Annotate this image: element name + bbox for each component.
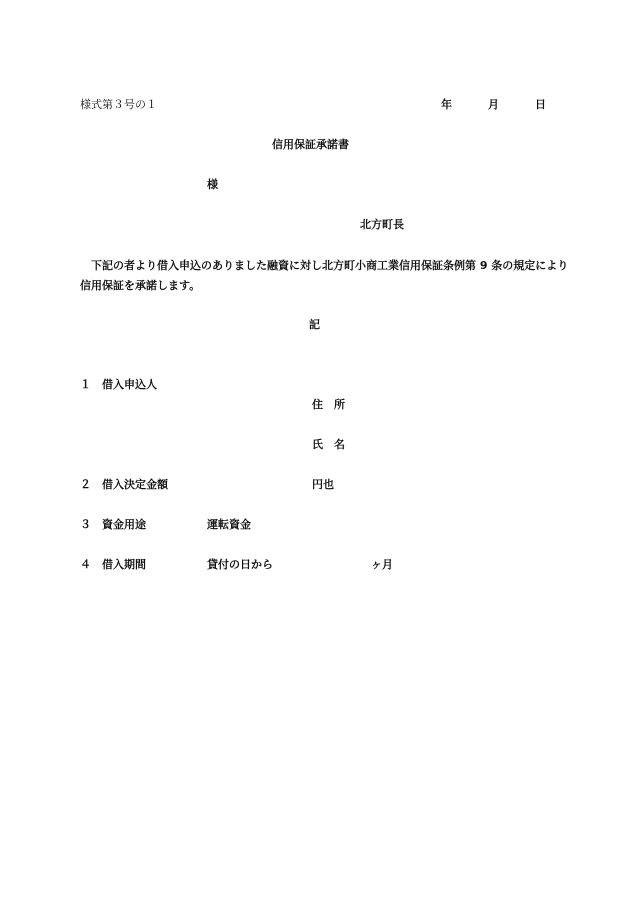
period-unit: ヶ月 bbox=[371, 558, 393, 571]
item-4-label: 借入期間 bbox=[102, 558, 146, 571]
item-3-label: 資金用途 bbox=[102, 518, 146, 531]
item-1 bbox=[80, 378, 157, 392]
document-title: 信用保証承諾書 bbox=[272, 138, 349, 151]
item-4-number: ４ bbox=[80, 558, 91, 571]
date-year-label: 年 bbox=[441, 98, 452, 111]
ki-heading: 記 bbox=[309, 318, 320, 331]
item-1-number: １ bbox=[80, 378, 91, 391]
item-2 bbox=[80, 478, 168, 492]
item-1-label: 借入申込人 bbox=[102, 378, 157, 391]
form-number: 様式第３号の１ bbox=[80, 98, 157, 111]
date-day-label: 日 bbox=[535, 98, 546, 111]
addressee-suffix: 様 bbox=[207, 178, 218, 191]
purpose-value: 運転資金 bbox=[207, 518, 251, 531]
item-2-label: 借入決定金額 bbox=[102, 478, 168, 491]
period-from: 貸付の日から bbox=[207, 558, 273, 571]
item-4 bbox=[80, 558, 146, 572]
issuer: 北方町長 bbox=[360, 218, 404, 231]
item-2-number: ２ bbox=[80, 478, 91, 491]
item-3 bbox=[80, 518, 146, 532]
body-text: 下記の者より借入申込のありました融資に対し北方町小商工業信用保証条例第 9 条の規定により信用保証を承諾します。 bbox=[80, 259, 569, 292]
date-month-label: 月 bbox=[488, 98, 499, 111]
item-3-number: ３ bbox=[80, 518, 91, 531]
applicant-address-label: 住 所 bbox=[312, 398, 345, 411]
amount-suffix: 円也 bbox=[312, 478, 334, 491]
applicant-name-label: 氏 名 bbox=[312, 438, 345, 451]
